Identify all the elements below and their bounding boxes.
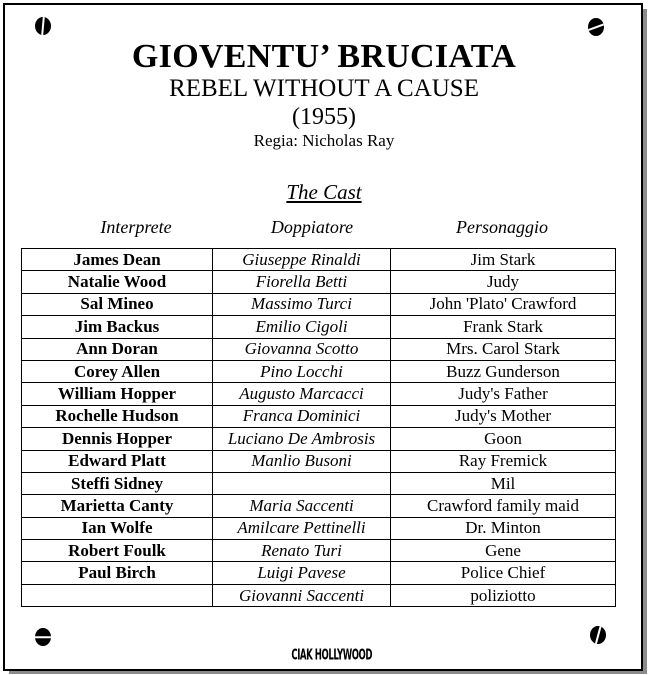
table-row <box>22 495 616 517</box>
actor-cell: Marietta Canty <box>22 495 213 517</box>
character-cell: Police Chief <box>391 562 616 584</box>
dubber-cell: Amilcare Pettinelli <box>213 517 391 539</box>
character-cell: poliziotto <box>391 584 616 606</box>
table-row <box>22 450 616 472</box>
actor-cell: Jim Backus <box>22 316 213 338</box>
cast-table <box>21 248 616 607</box>
character-cell: Goon <box>391 428 616 450</box>
dubber-cell: Maria Saccenti <box>213 495 391 517</box>
actor-cell: Ann Doran <box>22 338 213 360</box>
table-row <box>22 472 616 494</box>
table-row <box>22 383 616 405</box>
actor-cell: James Dean <box>22 249 213 271</box>
actor-cell: Ian Wolfe <box>22 517 213 539</box>
dubber-cell: Luigi Pavese <box>213 562 391 584</box>
table-row <box>22 271 616 293</box>
dubber-cell: Pino Locchi <box>213 360 391 382</box>
dubber-cell: Augusto Marcacci <box>213 383 391 405</box>
character-cell: Crawford family maid <box>391 495 616 517</box>
character-cell: Mrs. Carol Stark <box>391 338 616 360</box>
actor-cell <box>22 584 213 606</box>
column-header-interprete: Interprete <box>100 217 172 237</box>
actor-cell: Edward Platt <box>22 450 213 472</box>
actor-cell: Paul Birch <box>22 562 213 584</box>
character-cell: Judy's Father <box>391 383 616 405</box>
dubber-cell: Emilio Cigoli <box>213 316 391 338</box>
actor-cell: Natalie Wood <box>22 271 213 293</box>
table-row <box>22 405 616 427</box>
table-row <box>22 293 616 315</box>
character-cell: Judy <box>391 271 616 293</box>
screw-icon <box>588 18 604 36</box>
actor-cell: Steffi Sidney <box>22 472 213 494</box>
character-cell: Ray Fremick <box>391 450 616 472</box>
table-row <box>22 338 616 360</box>
release-year: (1955) <box>292 104 356 130</box>
cast-heading: The Cast <box>286 180 362 204</box>
character-cell: Buzz Gunderson <box>391 360 616 382</box>
screw-icon <box>590 626 606 644</box>
column-header-personaggio: Personaggio <box>456 217 548 237</box>
dubber-cell <box>213 472 391 494</box>
dubber-cell: Manlio Busoni <box>213 450 391 472</box>
actor-cell: William Hopper <box>22 383 213 405</box>
dubber-cell: Massimo Turci <box>213 293 391 315</box>
character-cell: Jim Stark <box>391 249 616 271</box>
table-row <box>22 249 616 271</box>
dubber-cell: Giuseppe Rinaldi <box>213 249 391 271</box>
table-row <box>22 562 616 584</box>
character-cell: Judy's Mother <box>391 405 616 427</box>
dubber-cell: Fiorella Betti <box>213 271 391 293</box>
actor-cell: Dennis Hopper <box>22 428 213 450</box>
english-title: REBEL WITHOUT A CAUSE <box>169 75 479 102</box>
character-cell: Frank Stark <box>391 316 616 338</box>
screw-icon <box>35 17 51 35</box>
table-row <box>22 360 616 382</box>
dubber-cell: Luciano De Ambrosis <box>213 428 391 450</box>
table-row <box>22 584 616 606</box>
actor-cell: Corey Allen <box>22 360 213 382</box>
screw-icon <box>35 628 51 646</box>
actor-cell: Robert Foulk <box>22 540 213 562</box>
character-cell: Dr. Minton <box>391 517 616 539</box>
dubber-cell: Giovanni Saccenti <box>213 584 391 606</box>
dubber-cell: Giovanna Scotto <box>213 338 391 360</box>
actor-cell: Rochelle Hudson <box>22 405 213 427</box>
ciak-hollywood-logo: CIAK HOLLYWOOD <box>291 646 373 664</box>
table-row <box>22 428 616 450</box>
column-header-doppiatore: Doppiatore <box>270 217 354 237</box>
actor-cell: Sal Mineo <box>22 293 213 315</box>
character-cell: John 'Plato' Crawford <box>391 293 616 315</box>
dubber-cell: Renato Turi <box>213 540 391 562</box>
table-row <box>22 316 616 338</box>
dubber-cell: Franca Dominici <box>213 405 391 427</box>
italian-title: GIOVENTU’ BRUCIATA <box>131 38 517 75</box>
character-cell: Mil <box>391 472 616 494</box>
director-credit: Regia: Nicholas Ray <box>253 131 395 150</box>
table-row <box>22 517 616 539</box>
character-cell: Gene <box>391 540 616 562</box>
table-row <box>22 540 616 562</box>
